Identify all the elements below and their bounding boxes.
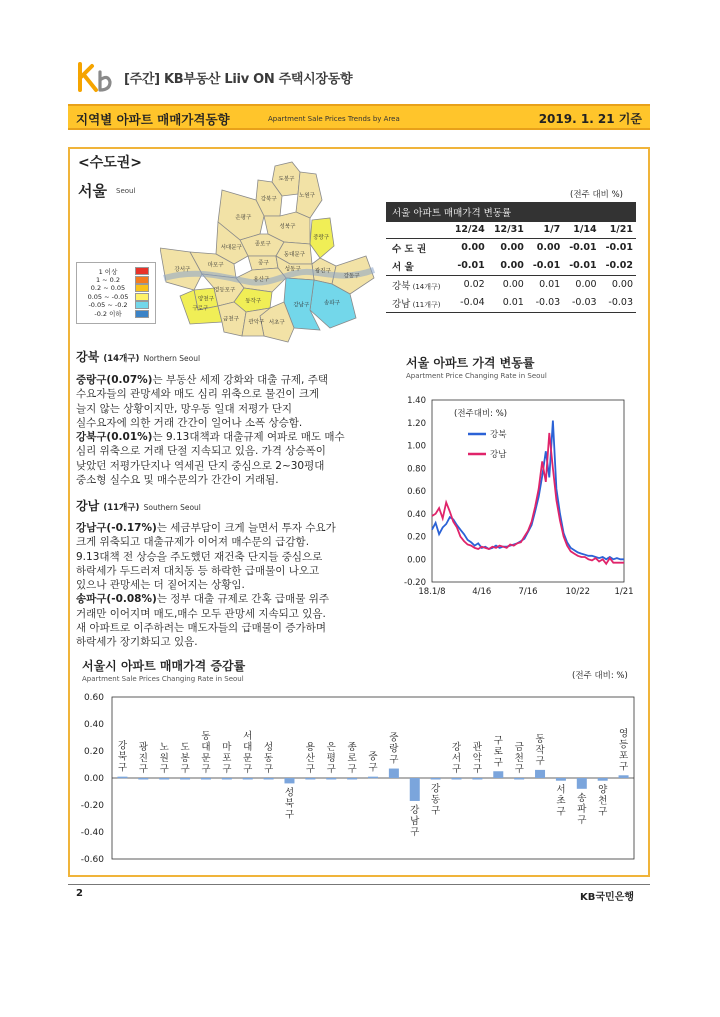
bar-서초구: [556, 778, 566, 781]
district-label: 구로구: [192, 306, 209, 312]
bank-name: KB국민은행: [580, 892, 635, 903]
table-cell: -0.02: [600, 257, 636, 276]
bar-양천구: [598, 778, 608, 781]
category-label: 강 북 구: [117, 740, 128, 774]
bar-도봉구: [180, 778, 190, 780]
bar-중구: [368, 777, 378, 779]
y-tick-label: 0.20: [407, 532, 426, 543]
table-cell: -0.01: [563, 257, 599, 276]
district-label: 중구: [258, 260, 269, 267]
category-label: 성 북 구: [284, 787, 295, 821]
table-cell: 0.02: [463, 279, 485, 290]
category-label: 마 포 구: [222, 742, 232, 775]
district-label: 성북구: [279, 224, 296, 230]
gangnam-title: 강남: [76, 499, 100, 513]
y-tick-label: 0.20: [83, 747, 104, 757]
x-tick-label: 18.1/8: [418, 587, 446, 597]
page-number: 2: [76, 888, 83, 899]
x-tick-label: 4/16: [472, 587, 492, 597]
kb-logo: [74, 60, 118, 94]
table-corner: [386, 222, 449, 238]
category-label: 용 산 구: [305, 742, 315, 775]
category-label: 노 원 구: [159, 742, 169, 775]
footer-rule: [68, 884, 650, 885]
line-chart-subtitle: Apartment Price Changing Rate in Seoul: [406, 372, 547, 380]
table-column-header: 12/24: [449, 222, 488, 238]
table-cell: -0.03: [563, 294, 599, 313]
bar-마포구: [222, 778, 232, 780]
text-line: 송파구(-0.08%)는 정부 대출 규제로 간혹 급매물 위주: [76, 593, 329, 606]
text-line: 중랑구(0.07%)는 부동산 세제 강화와 대출 규제, 주택: [76, 374, 328, 386]
table-cell: -0.01: [527, 257, 563, 276]
table-column-header: 1/21: [600, 222, 636, 238]
table-cell: 0.00: [488, 257, 527, 276]
district-label: 강남구: [293, 302, 310, 309]
line-chart-title: 서울 아파트 가격 변동률: [406, 356, 535, 370]
series-line-강북: [432, 421, 624, 560]
table-cell: -0.04: [449, 294, 488, 313]
district-label: 동작구: [245, 298, 262, 305]
region-heading: <수도권>: [78, 155, 143, 171]
category-label: 도 봉 구: [180, 742, 190, 775]
district-label: 마포구: [207, 262, 224, 269]
category-label: 강 남 구: [410, 804, 420, 838]
x-tick-label: 1/21: [614, 587, 634, 597]
legend-label: 1 ~ 0.2: [95, 275, 121, 284]
category-label: 송 파 구: [577, 792, 587, 826]
gangbuk-title: 강북: [76, 350, 100, 364]
gangnam-text: [76, 521, 386, 650]
table-column-header: 12/31: [488, 222, 527, 238]
district-label: 노원구: [299, 193, 315, 199]
table-row: [386, 238, 636, 257]
category-label: 금 천 구: [514, 742, 524, 775]
text-line: 강남구(-0.17%)는 세금부담이 크게 늘면서 투자 수요가: [76, 522, 336, 534]
rate-table: [386, 202, 636, 313]
row-label: 서 울: [386, 257, 449, 276]
legend-swatch: [135, 301, 149, 309]
text-line: 늘지 않는 상황이지만, 망우동 일대 저평가 단지: [76, 402, 293, 415]
legend-item: [81, 293, 155, 302]
bar-광진구: [138, 778, 148, 780]
table-cell: 0.00: [502, 279, 524, 290]
x-tick-label: 10/22: [565, 587, 591, 597]
table-cell: -0.03: [527, 294, 563, 313]
legend-item: [81, 267, 155, 276]
city-heading: 서울: [78, 182, 107, 200]
bar-은평구: [326, 778, 336, 780]
y-tick-label: 0.00: [407, 555, 426, 566]
district-label: 양천구: [198, 296, 214, 303]
category-label: 강 서 구: [451, 742, 462, 775]
text-line: 9.13대책 전 상승을 주도했던 재건축 단지들 중심으로: [76, 550, 323, 563]
district-label: 관악구: [248, 319, 265, 326]
category-label: 서 대 문 구: [243, 731, 253, 775]
category-label: 광 진 구: [138, 742, 148, 775]
district-label: 강북구: [260, 196, 277, 203]
text-line: 수요자들의 관망세와 매도 심리 위축으로 물건이 크게: [76, 388, 320, 401]
report-date: 2019. 1. 21 기준: [538, 112, 642, 126]
gangnam-en: Southern Seoul: [143, 503, 201, 512]
district-label: 은평구: [235, 215, 252, 221]
table-cell: 0.00: [461, 242, 485, 253]
plot-area: [432, 400, 624, 582]
category-label: 서 초 구: [556, 784, 566, 818]
legend-item: [81, 301, 155, 310]
bar-강남구: [410, 778, 420, 801]
legend-label: 0.05 ~ -0.05: [87, 292, 129, 301]
table-cell: 0.00: [611, 279, 633, 290]
district-label: 종로구: [254, 241, 271, 248]
y-tick-label: 0.60: [407, 487, 426, 497]
legend-swatch: [135, 284, 149, 292]
district-label: 강서구: [174, 267, 191, 274]
table-cell: -0.01: [569, 242, 597, 253]
text-line: 하락세가 장기화되고 있음.: [76, 636, 198, 649]
legend-label: 강북: [490, 430, 507, 440]
section-banner: [68, 104, 650, 130]
y-tick-label: -0.60: [80, 855, 104, 865]
category-label: 중 랑 구: [389, 732, 399, 766]
x-tick-label: 7/16: [518, 587, 538, 597]
text-line: 있으나 관망세는 더 짙어지는 상황임.: [76, 579, 245, 592]
legend-swatch: [135, 276, 149, 284]
bar-동대문구: [201, 778, 211, 780]
category-label: 동 대 문 구: [201, 731, 211, 775]
text-line: 새 아파트로 이주하려는 매도자들의 급매물이 증가하며: [76, 622, 326, 635]
bar-송파구: [577, 778, 587, 789]
table-cell: -0.01: [449, 257, 488, 276]
gangbuk-text: [76, 373, 386, 487]
y-tick-label: -0.40: [80, 828, 104, 838]
district-label: 동대문구: [283, 252, 306, 258]
table-row: [386, 257, 636, 276]
district-label: 중랑구: [313, 235, 330, 242]
y-tick-label: 0.00: [83, 774, 104, 784]
bar-chart-panel: [68, 651, 650, 877]
text-line: 거래만 이어지며 매도,매수 모두 관망세 지속되고 있음.: [76, 607, 326, 620]
legend-label: 1 이상: [98, 267, 118, 276]
banner-title: 지역별 아파트 매매가격동향: [76, 112, 230, 127]
category-label: 강 동 구: [431, 783, 441, 817]
category-label: 양 천 구: [598, 784, 608, 818]
series-line-강남: [432, 433, 624, 564]
legend-label: 0.2 ~ 0.05: [90, 284, 126, 293]
bar-chart-unit: (전주 대비: %): [572, 671, 628, 681]
y-tick-label: 0.60: [83, 693, 104, 703]
bar-성동구: [264, 778, 274, 780]
table-column-header: 1/14: [563, 222, 599, 238]
text-line: 심리 위축으로 거래 단절 지속되고 있음. 가격 상승폭이: [76, 445, 326, 458]
district-label: 성동구: [284, 266, 301, 273]
table-cell: 0.01: [488, 294, 527, 313]
legend-label: -0.2 이하: [94, 310, 122, 319]
category-label: 구 로 구: [493, 735, 503, 769]
y-tick-label: 0.80: [407, 464, 426, 475]
legend-swatch: [135, 267, 149, 275]
gangbuk-count: (14개구): [103, 354, 140, 364]
table-column-header: 1/7: [527, 222, 563, 238]
line-chart-panel: [386, 340, 650, 610]
district-label: 서대문구: [220, 245, 242, 252]
text-line: 실수요자에 의한 거래 간간이 일어나 소폭 상승함.: [76, 416, 303, 429]
text-line: 낮았던 저평가단지나 역세권 단지 중심으로 2~30평대: [76, 459, 325, 472]
bar-강동구: [431, 778, 441, 780]
table-row: [386, 275, 636, 294]
bar-용산구: [305, 778, 315, 780]
banner-en: Apartment Sale Prices Trends by Area: [268, 115, 400, 123]
bar-금천구: [514, 778, 524, 780]
text-line: 하락세가 두드러져 대치동 등 하락한 급매물이 나오고: [76, 564, 320, 577]
bar-성북구: [284, 778, 294, 783]
map-legend: [76, 262, 156, 324]
line-chart: [386, 390, 650, 610]
category-label: 성 동 구: [264, 742, 274, 775]
bar-서대문구: [243, 778, 253, 780]
table-cell: -0.01: [605, 242, 633, 253]
legend-label: 강남: [490, 450, 507, 460]
y-tick-label: 1.40: [407, 396, 426, 406]
table-cell: 0.00: [575, 279, 597, 290]
bar-종로구: [347, 778, 357, 780]
table-cell: 0.00: [536, 242, 561, 253]
row-label: 강북 (14개구): [392, 280, 441, 292]
gangnam-heading: [76, 497, 201, 514]
category-label: 종 로 구: [347, 742, 357, 775]
bar-강북구: [117, 777, 127, 779]
table-cell: 0.00: [500, 242, 524, 253]
legend-item: [81, 310, 155, 319]
district-label: 용산구: [253, 277, 270, 283]
text-line: 크게 위축되고 대출규제가 이어져 매수문의 급감함.: [76, 536, 310, 549]
bar-동작구: [535, 770, 545, 778]
bar-노원구: [159, 778, 169, 780]
district-label: 금천구: [223, 316, 239, 323]
y-axis-label: (전주대비: %): [454, 409, 508, 419]
category-label: 동 작 구: [535, 733, 545, 767]
district-label: 영등포구: [214, 287, 236, 294]
bar-chart-title: 서울시 아파트 매매가격 증감률: [82, 659, 246, 673]
row-label: 수 도 권: [392, 243, 427, 255]
legend-item: [81, 284, 155, 293]
category-label: 영 등 포 구: [618, 728, 629, 773]
district-label: 강동구: [343, 273, 360, 280]
text-line: 중소형 실수요 및 매수문의가 간간이 거래됨.: [76, 474, 279, 487]
legend-swatch: [135, 310, 149, 318]
table-row: [386, 294, 636, 313]
y-tick-label: 1.20: [407, 418, 426, 429]
category-label: 은 평 구: [326, 742, 336, 775]
text-line: 강북구(0.01%)는 9.13대책과 대출규제 여파로 매도 매수: [76, 431, 345, 444]
legend-label: -0.05 ~ -0.2: [88, 301, 128, 310]
bar-영등포구: [619, 775, 629, 778]
gangnam-count: (11개구): [103, 503, 140, 513]
y-tick-label: -0.20: [80, 801, 104, 811]
seoul-district-map: [160, 160, 378, 344]
district-label: 광진구: [314, 268, 331, 275]
y-tick-label: 0.40: [83, 720, 104, 730]
brand-title: [주간] KB부동산 Liiv ON 주택시장동향: [124, 72, 353, 87]
legend-item: [81, 276, 155, 285]
category-label: 중 구: [368, 751, 378, 774]
category-label: 관 악 구: [472, 742, 482, 775]
district-label: 서초구: [268, 320, 285, 326]
table-cell: 0.01: [539, 279, 561, 290]
district-label: 도봉구: [278, 176, 295, 183]
city-heading-en: Seoul: [116, 187, 136, 195]
legend-swatch: [135, 293, 149, 301]
bar-chart: [68, 685, 650, 871]
gangbuk-en: Northern Seoul: [143, 354, 201, 363]
district-label: 송파구: [324, 300, 340, 307]
rate-table-title: 서울 아파트 매매가격 변동률: [386, 202, 636, 222]
gangbuk-heading: [76, 348, 200, 365]
bar-구로구: [493, 771, 503, 778]
rate-table-unit: (전주 대비 %): [570, 190, 623, 200]
bar-강서구: [452, 778, 462, 780]
y-tick-label: 1.00: [407, 441, 426, 452]
y-tick-label: -0.20: [404, 578, 426, 588]
bar-chart-subtitle: Apartment Sale Prices Changing Rate in Seoul: [82, 675, 244, 683]
y-tick-label: 0.40: [407, 509, 426, 520]
row-label: 강남 (11개구): [386, 294, 449, 313]
bar-관악구: [472, 778, 482, 780]
bar-중랑구: [389, 769, 399, 778]
table-cell: -0.03: [600, 294, 636, 313]
